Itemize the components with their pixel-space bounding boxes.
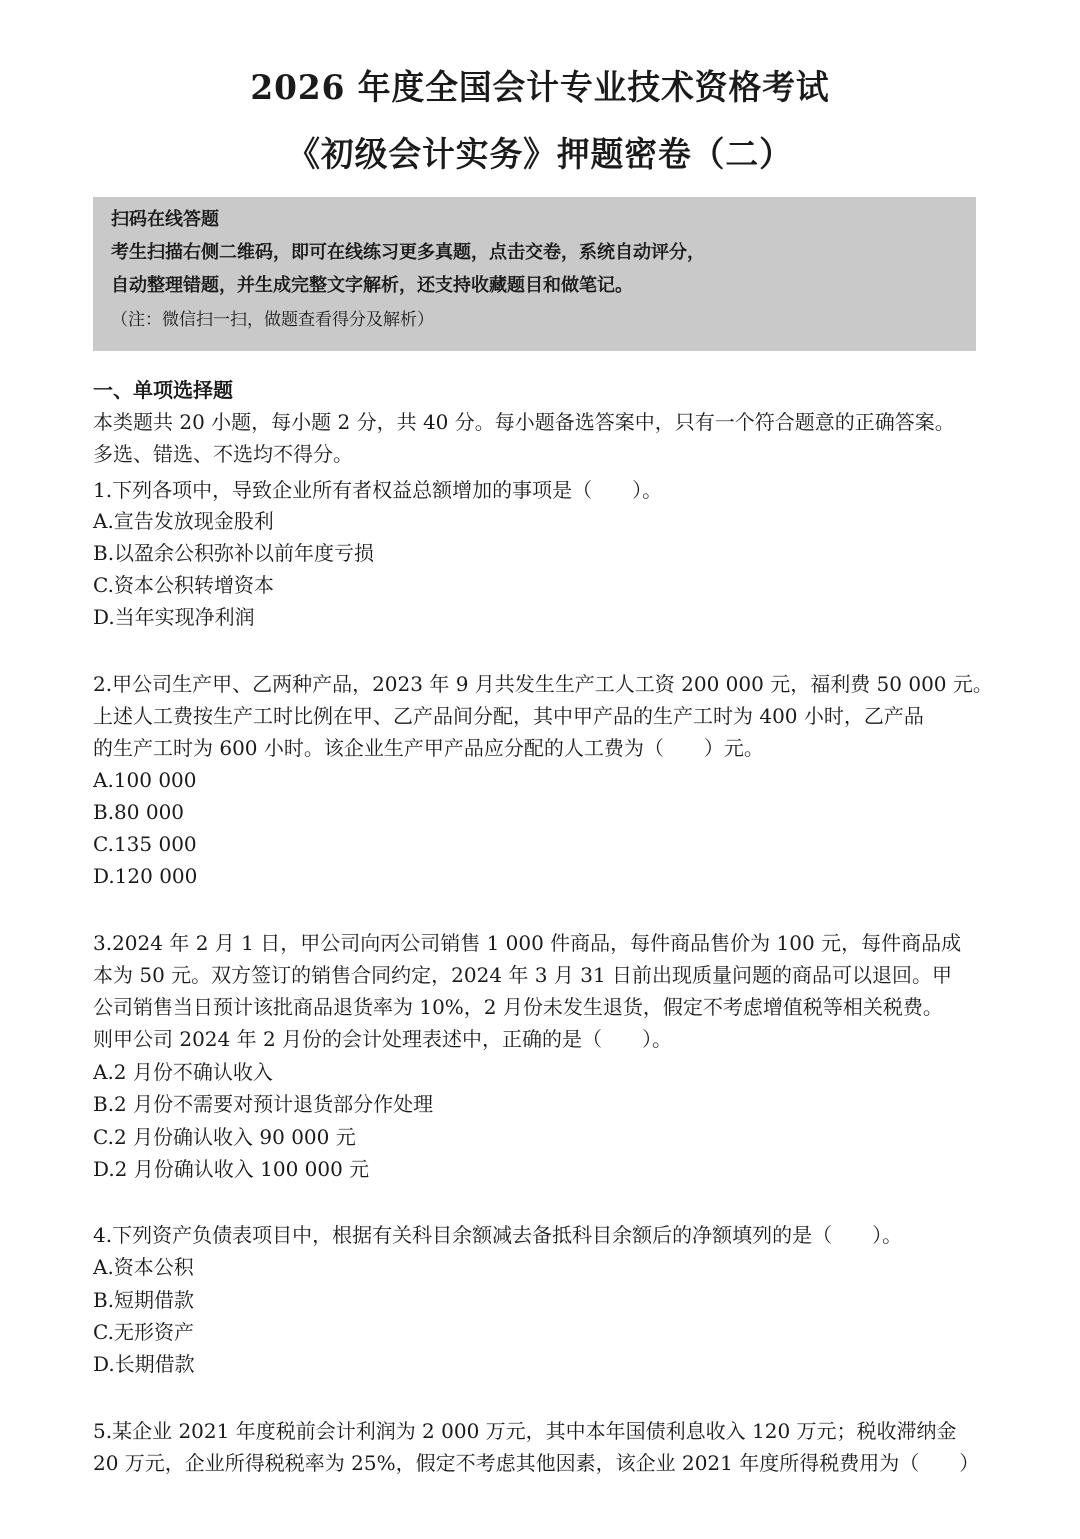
question-2-stem: 上述人工费按生产工时比例在甲、乙产品间分配，其中甲产品的生产工时为 400 小时，乙产品 (93, 704, 924, 728)
question-2-option-d[interactable]: D.120 000 (93, 864, 198, 888)
question-2-stem: 2.甲公司生产甲、乙两种产品，2023 年 9 月共发生生产工人工资 200 000 元，福利费 50 000 元。 (93, 672, 993, 696)
question-1-option-b[interactable]: B.以盈余公积弥补以前年度亏损 (93, 541, 375, 565)
question-3-stem: 3.2024 年 2 月 1 日，甲公司向丙公司销售 1 000 件商品，每件商品售价为 100 元，每件商品成 (93, 931, 962, 955)
question-2-option-a[interactable]: A.100 000 (93, 768, 197, 792)
question-1-stem: 1.下列各项中，导致企业所有者权益总额增加的事项是（ ）。 (93, 478, 663, 502)
question-1-option-a[interactable]: A.宣告发放现金股利 (93, 509, 274, 533)
question-5-stem: 5.某企业 2021 年度税前会计利润为 2 000 万元，其中本年国债利息收入 120 万元；税收滞纳金 (93, 1419, 957, 1443)
question-4-option-c[interactable]: C.无形资产 (93, 1320, 194, 1344)
page-title: 2026 年度全国会计专业技术资格考试 (250, 68, 830, 108)
question-3-option-c[interactable]: C.2 月份确认收入 90 000 元 (93, 1125, 356, 1149)
section-description-line: 多选、错选、不选均不得分。 (93, 442, 353, 466)
question-4-option-a[interactable]: A.资本公积 (93, 1255, 194, 1279)
notice-heading: 扫码在线答题 (111, 209, 219, 230)
question-3-stem: 本为 50 元。双方签订的销售合同约定，2024 年 3 月 31 日前出现质量问题的商品可以退回。甲 (93, 963, 953, 987)
question-4-option-d[interactable]: D.长期借款 (93, 1352, 195, 1376)
notice-line-2: 自动整理错题，并生成完整文字解析，还支持收藏题目和做笔记。 (111, 275, 633, 296)
question-3-option-a[interactable]: A.2 月份不确认收入 (93, 1060, 273, 1084)
question-3-option-b[interactable]: B.2 月份不需要对预计退货部分作处理 (93, 1092, 434, 1116)
notice-line-1: 考生扫描右侧二维码，即可在线练习更多真题，点击交卷，系统自动评分， (111, 242, 705, 263)
question-3-stem: 公司销售当日预计该批商品退货率为 10%，2 月份未发生退货，假定不考虑增值税等相关税费。 (93, 995, 943, 1019)
question-3-stem: 则甲公司 2024 年 2 月份的会计处理表述中，正确的是（ ）。 (93, 1027, 673, 1051)
page-subtitle: 《初级会计实务》押题密卷（二） (287, 135, 793, 175)
question-3-option-d[interactable]: D.2 月份确认收入 100 000 元 (93, 1157, 370, 1181)
question-4-stem: 4.下列资产负债表项目中，根据有关科目余额减去备抵科目余额后的净额填列的是（ ）。 (93, 1223, 903, 1247)
section-description-line: 本类题共 20 小题，每小题 2 分，共 40 分。每小题备选答案中，只有一个符合题意的正确答案。 (93, 410, 955, 434)
question-2-stem: 的生产工时为 600 小时。该企业生产甲产品应分配的人工费为（ ）元。 (93, 736, 764, 760)
notice-note: （注：微信扫一扫，做题查看得分及解析） (111, 310, 434, 330)
question-1-option-d[interactable]: D.当年实现净利润 (93, 605, 255, 629)
question-5-stem: 20 万元，企业所得税税率为 25%，假定不考虑其他因素，该企业 2021 年度所得税费用为（ ） (93, 1451, 980, 1475)
question-1-option-c[interactable]: C.资本公积转增资本 (93, 573, 274, 597)
question-2-option-b[interactable]: B.80 000 (93, 800, 185, 824)
question-4-option-b[interactable]: B.短期借款 (93, 1288, 195, 1312)
section-title: 一、单项选择题 (93, 378, 233, 402)
question-2-option-c[interactable]: C.135 000 (93, 832, 197, 856)
scan-notice-box (93, 197, 976, 351)
